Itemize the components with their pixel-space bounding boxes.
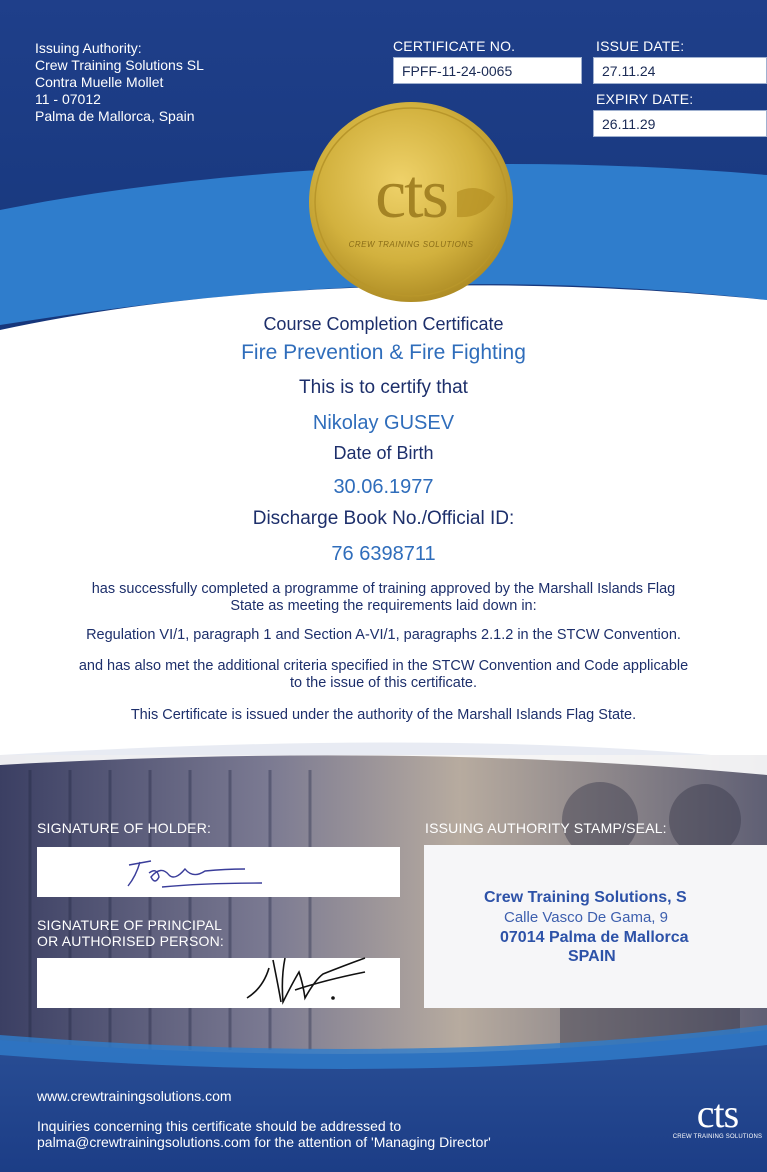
stamp-line: 07014 Palma de Mallorca — [500, 929, 689, 946]
issue-date-label: ISSUE DATE: — [596, 38, 685, 54]
issue-date-field: 27.11.24 — [593, 57, 767, 84]
holder-signature-box — [37, 847, 400, 897]
footer-inquiries — [37, 1118, 491, 1150]
seal-caption: CREW TRAINING SOLUTIONS — [348, 240, 474, 249]
issuing-authority-block — [35, 40, 204, 125]
principal-signature-box — [37, 958, 400, 1008]
holder-name: Nikolay GUSEV — [312, 412, 455, 434]
stamp-label: ISSUING AUTHORITY STAMP/SEAL: — [425, 820, 667, 836]
dob-value: 30.06.1977 — [333, 476, 434, 498]
course-title: Fire Prevention & Fire Fighting — [241, 341, 526, 364]
principal-signature-icon — [37, 940, 400, 1010]
paragraph-line: State as meeting the requirements laid down in: — [230, 598, 537, 614]
stamp-box — [424, 845, 767, 1008]
paragraph-authority: This Certificate is issued under the authority of the Marshall Islands Flag State. — [130, 707, 637, 723]
certify-line: This is to certify that — [299, 377, 468, 398]
footer-logo-caption: CREW TRAINING SOLUTIONS — [672, 1134, 763, 1140]
paragraph-line: has successfully completed a programme of training approved by the Marshall Islands Flag — [91, 581, 676, 597]
holder-signature-icon — [37, 847, 400, 897]
paragraph-regulation: Regulation VI/1, paragraph 1 and Section A-VI/1, paragraphs 2.1.2 in the STCW Convention. — [86, 627, 681, 643]
issuing-authority-line: Crew Training Solutions SL — [35, 57, 204, 73]
expiry-date-label: EXPIRY DATE: — [596, 91, 694, 107]
footer-inquiry-line: Inquiries concerning this certificate should be addressed to — [37, 1118, 402, 1134]
certificate-no-field: FPFF-11-24-0065 — [393, 57, 582, 84]
stamp-line: Calle Vasco De Gama, 9 — [504, 909, 668, 926]
id-value: 76 6398711 — [331, 543, 436, 565]
paragraph-line: and has also met the additional criteria specified in the STCW Convention and Code applicable — [78, 658, 689, 674]
paragraph-criteria — [0, 658, 767, 692]
stamp-line: Crew Training Solutions, S — [484, 889, 687, 906]
footer-logo — [668, 1091, 767, 1140]
principal-label-line: OR AUTHORISED PERSON: — [37, 933, 225, 949]
footer-inquiry-line: palma@crewtrainingsolutions.com for the attention of 'Managing Director' — [37, 1134, 491, 1150]
dob-label: Date of Birth — [333, 443, 434, 463]
paragraph-training — [0, 581, 767, 615]
certificate-heading: Course Completion Certificate — [263, 314, 504, 334]
id-label: Discharge Book No./Official ID: — [252, 508, 515, 529]
gold-seal — [307, 100, 515, 304]
issuing-authority-line: Palma de Mallorca, Spain — [35, 108, 195, 124]
certificate-no-label: CERTIFICATE NO. — [393, 38, 516, 54]
expiry-date-field: 26.11.29 — [593, 110, 767, 137]
issuing-authority-label: Issuing Authority: — [35, 40, 142, 56]
stamp-line: SPAIN — [568, 948, 616, 965]
principal-label-line: SIGNATURE OF PRINCIPAL — [37, 917, 223, 933]
holder-signature-label: SIGNATURE OF HOLDER: — [37, 820, 212, 836]
paragraph-line: to the issue of this certificate. — [290, 675, 477, 691]
issuing-authority-line: 11 - 07012 — [35, 91, 101, 107]
footer-logo-text: cts — [696, 1091, 739, 1136]
seal-logo-text: cts — [375, 156, 447, 233]
issuing-authority-line: Contra Muelle Mollet — [35, 74, 164, 90]
footer-website: www.crewtrainingsolutions.com — [37, 1088, 232, 1104]
